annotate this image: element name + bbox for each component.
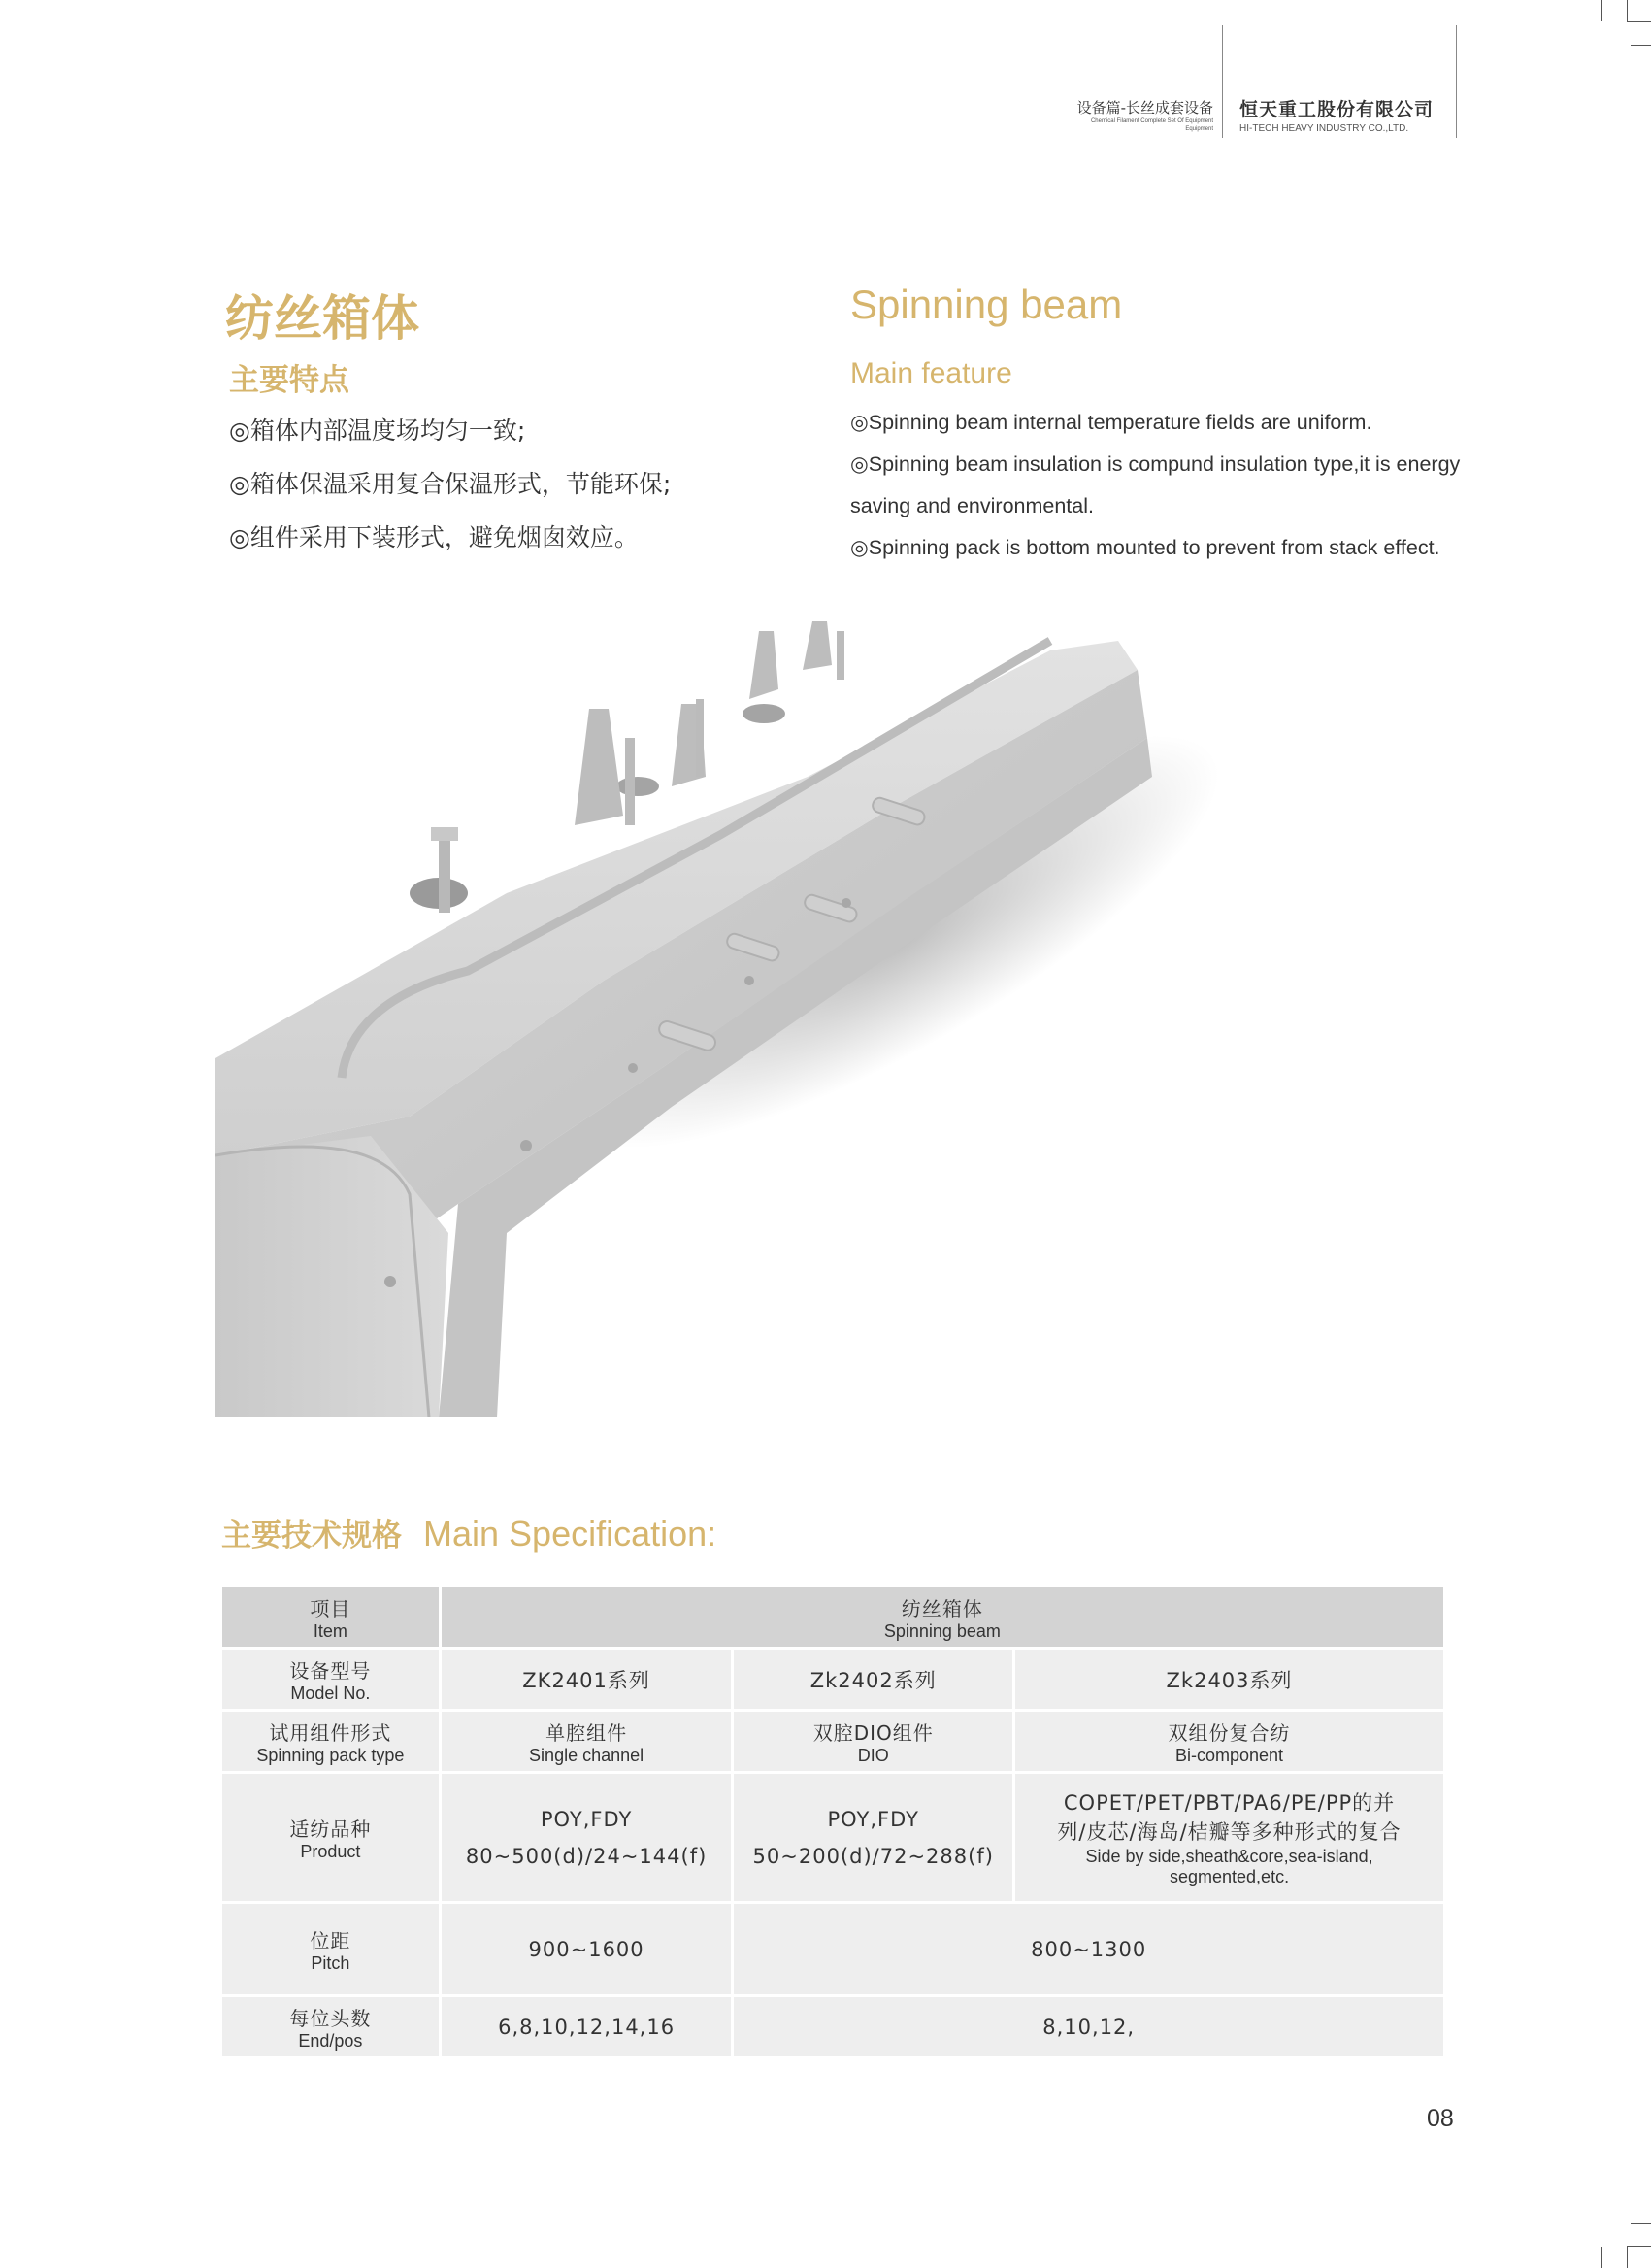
value-cell — [440, 1711, 733, 1773]
category-en: Chemical Filament Complete Set Of Equipment — [1090, 118, 1213, 124]
spinning-beam-photo — [215, 612, 1312, 1418]
value-cell — [1014, 1711, 1445, 1773]
value-en: Spinning beam — [883, 1620, 1001, 1641]
label-cn: 位距 — [310, 1928, 351, 1952]
label-cell — [221, 1903, 441, 1996]
value-cn: 双组份复合纺 — [1168, 1720, 1291, 1745]
value-en: Bi-component — [1175, 1745, 1284, 1765]
category-en-2: Equipment — [1185, 126, 1213, 132]
header-divider — [1456, 25, 1457, 138]
value-cn: 纺丝箱体 — [901, 1596, 983, 1620]
label-cell — [221, 1586, 441, 1649]
feature-heading-en: Main feature — [850, 357, 1012, 389]
label-en: Pitch — [311, 1952, 350, 1973]
header-company — [1239, 95, 1434, 134]
category-cn: 设备篇-长丝成套设备 — [1076, 99, 1213, 117]
table-row — [221, 1649, 1445, 1711]
label-cn: 试用组件形式 — [269, 1720, 392, 1745]
label-en: Spinning pack type — [256, 1745, 405, 1765]
feature-item-en: ◎Spinning beam insulation is compund insulation type,it is energy saving and environmental. — [850, 452, 1461, 517]
crop-mark — [1627, 2246, 1651, 2247]
table-row — [221, 1773, 1445, 1903]
value-line: POY,FDY — [540, 1807, 633, 1831]
label-cn: 项目 — [310, 1596, 351, 1620]
value-cell — [733, 1711, 1014, 1773]
crop-mark — [1627, 2247, 1628, 2268]
feature-item-cn: ◎组件采用下装形式，避免烟囱效应。 — [229, 523, 639, 551]
page-title-en: Spinning beam — [850, 282, 1123, 327]
label-en: Model No. — [290, 1683, 371, 1703]
value-cell — [733, 1773, 1014, 1903]
company-name-cn: 恒天重工股份有限公司 — [1239, 99, 1435, 120]
label-cn: 适纺品种 — [289, 1817, 372, 1841]
value-cell: Zk2402系列 — [733, 1649, 1014, 1711]
label-cell — [221, 1773, 441, 1903]
label-cell — [221, 1711, 441, 1773]
label-cn: 设备型号 — [289, 1658, 372, 1683]
value-cell: 8,10,12, — [733, 1996, 1445, 2058]
feature-item-en: ◎Spinning beam internal temperature fields are uniform. — [850, 411, 1372, 434]
label-en: Product — [300, 1841, 361, 1861]
value-line: COPET/PET/PBT/PA6/PE/PP的并 — [1063, 1790, 1396, 1815]
table-row — [221, 1586, 1445, 1649]
feature-list-cn — [229, 412, 671, 572]
table-row — [221, 1711, 1445, 1773]
table-row — [221, 1903, 1445, 1996]
value-cell — [1014, 1773, 1445, 1903]
crop-mark — [1601, 0, 1602, 21]
feature-item-cn: ◎箱体保温采用复合保温形式，节能环保; — [229, 470, 672, 498]
value-line: Side by side,sheath&core,sea-island, — [1085, 1846, 1373, 1866]
value-line: segmented,etc. — [1170, 1866, 1290, 1886]
company-name-en: HI-TECH HEAVY INDUSTRY CO.,LTD. — [1239, 123, 1409, 134]
label-cell — [221, 1649, 441, 1711]
spec-title — [221, 1511, 716, 1554]
value-cell — [440, 1773, 733, 1903]
value-cell: 800~1300 — [733, 1903, 1445, 1996]
crop-mark — [1627, 21, 1651, 22]
crop-mark — [1627, 0, 1628, 21]
label-en: End/pos — [298, 2030, 363, 2051]
value-cell: ZK2401系列 — [440, 1649, 733, 1711]
value-en: Single channel — [529, 1745, 644, 1765]
value-en: DIO — [857, 1745, 889, 1765]
value-line: POY,FDY — [827, 1807, 919, 1831]
spec-title-cn: 主要技术规格 — [221, 1518, 402, 1553]
value-cn: 双腔DIO组件 — [812, 1720, 934, 1745]
header-divider — [1222, 25, 1223, 138]
spec-table — [219, 1584, 1446, 2059]
feature-item-cn: ◎箱体内部温度场均匀一致; — [229, 417, 526, 445]
header-category — [1029, 97, 1213, 133]
value-line: 80~500(d)/24~144(f) — [465, 1844, 708, 1868]
value-cell: 6,8,10,12,14,16 — [440, 1996, 733, 2058]
spec-title-en: Main Specification: — [423, 1514, 717, 1553]
value-cell — [440, 1586, 1444, 1649]
value-cn: 单腔组件 — [545, 1720, 628, 1745]
crop-mark — [1601, 2247, 1602, 2268]
value-line: 50~200(d)/72~288(f) — [752, 1844, 994, 1868]
value-cell: 900~1600 — [440, 1903, 733, 1996]
label-cn: 每位头数 — [289, 2006, 372, 2030]
page-number: 08 — [1427, 2105, 1454, 2132]
table-row — [221, 1996, 1445, 2058]
page-title-cn: 纺丝箱体 — [225, 290, 419, 347]
crop-mark — [1631, 2223, 1651, 2224]
feature-item-en: ◎Spinning pack is bottom mounted to prevent from stack effect. — [850, 536, 1440, 559]
label-cell — [221, 1996, 441, 2058]
feature-heading-cn: 主要特点 — [229, 363, 349, 398]
label-en: Item — [313, 1620, 347, 1641]
value-line: 列/皮芯/海岛/桔瓣等多种形式的复合 — [1057, 1819, 1402, 1844]
crop-mark — [1631, 45, 1651, 46]
feature-list-en — [850, 402, 1471, 569]
value-cell: Zk2403系列 — [1014, 1649, 1445, 1711]
